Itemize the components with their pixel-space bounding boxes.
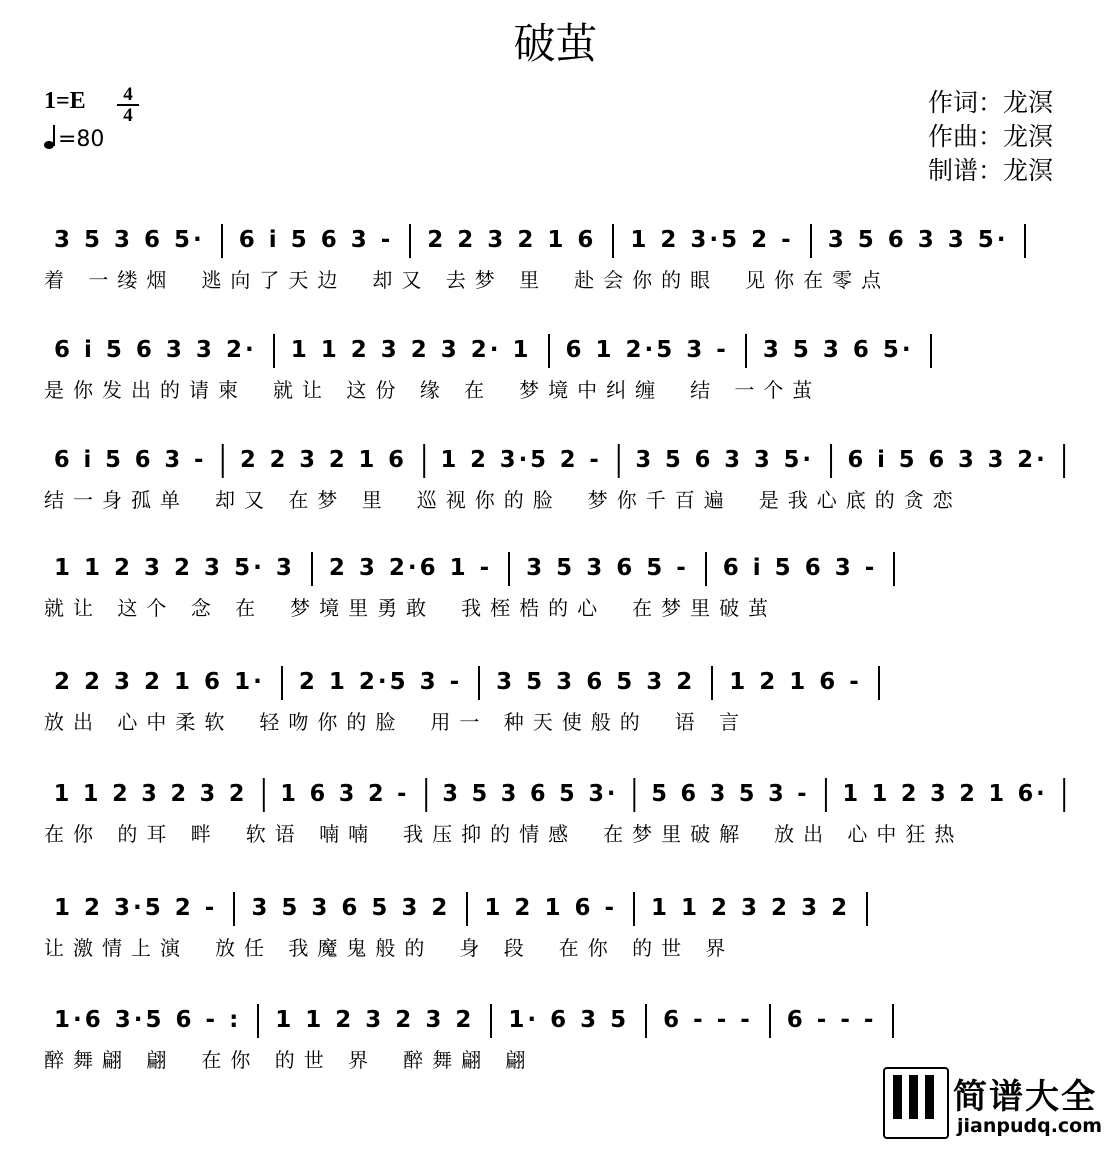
barline xyxy=(263,778,265,812)
notation-line xyxy=(44,662,886,702)
barline xyxy=(633,892,635,926)
measure: 3 5 3 6 5 3· xyxy=(442,781,619,807)
lyric-phrase: 轻吻你的脸 xyxy=(259,710,405,734)
lyric-phrase: 巡视你的脸 xyxy=(416,488,562,512)
lyric-phrase: 是我心底的贪恋 xyxy=(758,488,962,512)
measure: 6 1 2·5 3 - xyxy=(565,337,729,363)
barline xyxy=(825,778,827,812)
lyrics-line xyxy=(44,932,760,961)
measure: 1 1 2 3 2 3 2 xyxy=(275,1007,475,1033)
lyric-phrase: 就让 这份 缘 在 xyxy=(273,378,494,402)
time-denominator: 4 xyxy=(123,105,133,126)
song-title: 破茧 xyxy=(513,19,598,68)
measure: 1 1 2 3 2 1 6· xyxy=(842,781,1048,807)
lyric-phrase: 结一身孤单 xyxy=(44,488,189,512)
watermark-brand: 简谱大全 xyxy=(953,1077,1097,1117)
barline xyxy=(490,1004,492,1038)
tempo-marking xyxy=(44,124,104,156)
notation-line xyxy=(44,1000,900,1040)
lyrics-line xyxy=(44,706,774,735)
measure: 5 6 3 5 3 - xyxy=(651,781,810,807)
lyric-phrase: 就让 这个 念 在 xyxy=(44,596,265,620)
barline xyxy=(409,224,411,258)
notation-line xyxy=(44,774,1071,814)
lyric-phrase: 在你 的耳 畔 xyxy=(44,822,220,846)
measure: 2 2 3 2 1 6 xyxy=(427,227,597,253)
lyric-phrase: 让激情上演 xyxy=(44,936,189,960)
measure: 1 2 3·5 2 - xyxy=(440,447,602,473)
measure: 1 6 3 2 - xyxy=(280,781,410,807)
lyric-phrase: 醉舞翩 翩 xyxy=(403,1048,535,1072)
lyric-phrase: 语 言 xyxy=(674,710,749,734)
barline xyxy=(645,1004,647,1038)
barline xyxy=(745,334,747,368)
key-signature: 1=E xyxy=(44,88,86,114)
watermark-url: jianpudq.com xyxy=(957,1115,1103,1137)
lyric-phrase: 结 一个茧 xyxy=(690,378,822,402)
measure: 3 5 3 6 5 3 2 xyxy=(496,669,696,695)
lyric-phrase: 却又 在梦 里 xyxy=(215,488,391,512)
measure: 1 2 3·5 2 - xyxy=(630,227,794,253)
measure: 2 2 3 2 1 6 xyxy=(240,447,407,473)
lyric-phrase: 赴会你的眼 xyxy=(574,268,720,292)
barline xyxy=(257,1004,259,1038)
barline xyxy=(478,666,480,700)
barline xyxy=(548,334,550,368)
measure: 1 1 2 3 2 3 2 xyxy=(651,895,851,921)
barline xyxy=(866,892,868,926)
barline xyxy=(1024,224,1026,258)
lyric-phrase: 我压抑的情感 xyxy=(403,822,578,846)
lyric-phrase: 逃向了天边 xyxy=(201,268,347,292)
measure: 1·6 3·5 6 - : xyxy=(54,1007,242,1033)
measure: 2 3 2·6 1 - xyxy=(328,555,493,581)
barline xyxy=(1063,778,1065,812)
lyric-phrase: 醉舞翩 翩 xyxy=(44,1048,176,1072)
measure: 1 2 1 6 - xyxy=(729,669,862,695)
lyric-phrase: 放出 心中柔软 xyxy=(44,710,234,734)
barline xyxy=(221,224,223,258)
lyric-phrase: 着 一缕烟 xyxy=(44,268,176,292)
measure: 2 2 3 2 1 6 1· xyxy=(54,669,265,695)
notation-line xyxy=(44,220,1032,260)
measure: 3 5 3 6 5· xyxy=(762,337,914,363)
lyrics-line xyxy=(44,818,989,847)
barline xyxy=(233,892,235,926)
lyric-phrase: 在你 的世 界 xyxy=(201,1048,378,1072)
notation-line xyxy=(44,548,901,588)
measure: 6 i 5 6 3 3 2· xyxy=(54,337,257,363)
barline xyxy=(705,552,707,586)
measure: 1 1 2 3 2 3 2· 1 xyxy=(290,337,532,363)
barline xyxy=(311,552,313,586)
watermark xyxy=(883,1067,1107,1143)
lyric-phrase: 身 段 xyxy=(459,936,533,960)
measure: 6 i 5 6 3 - xyxy=(238,227,394,253)
lyric-phrase: 见你在零点 xyxy=(745,268,891,292)
measure: 1 1 2 3 2 3 5· 3 xyxy=(54,555,295,581)
lyric-phrase: 用一 种天使般的 xyxy=(430,710,649,734)
credits xyxy=(928,86,1053,188)
barline xyxy=(423,444,425,478)
lyric-phrase: 软语 喃喃 xyxy=(245,822,378,846)
lyrics-line xyxy=(44,264,916,293)
composer-credit: 作曲：龙溟 xyxy=(927,122,1053,151)
time-numerator: 4 xyxy=(123,84,133,105)
lyrics-line xyxy=(44,1044,612,1073)
lyric-phrase: 梦你千百遍 xyxy=(587,488,733,512)
measure: 1· 6 3 5 xyxy=(508,1007,630,1033)
lyrics-line xyxy=(44,374,847,403)
barline xyxy=(466,892,468,926)
measure: 6 - - - xyxy=(786,1007,877,1033)
lyrics-line xyxy=(44,484,988,513)
measure: 1 2 3·5 2 - xyxy=(54,895,218,921)
piano-logo-icon xyxy=(883,1067,949,1139)
lyrics-line xyxy=(44,592,803,621)
barline xyxy=(878,666,880,700)
barline xyxy=(810,224,812,258)
lyric-phrase: 放任 我魔鬼般的 xyxy=(215,936,434,960)
measure: 3 5 6 3 3 5· xyxy=(635,447,814,473)
measure: 6 i 5 6 3 - xyxy=(722,555,878,581)
quarter-note-icon xyxy=(44,124,58,156)
measure: 6 i 5 6 3 3 2· xyxy=(847,447,1048,473)
barline xyxy=(281,666,283,700)
measure: 3 5 3 6 5· xyxy=(54,227,205,253)
lyric-phrase: 梦境里勇敢 xyxy=(290,596,436,620)
lyric-phrase: 放出 心中狂热 xyxy=(774,822,964,846)
lyric-phrase: 却又 去梦 里 xyxy=(372,268,549,292)
barline xyxy=(273,334,275,368)
lyricist-credit: 作词：龙溟 xyxy=(927,88,1053,117)
barline xyxy=(769,1004,771,1038)
notation-line xyxy=(44,330,938,370)
lyric-phrase: 我桎梏的心 xyxy=(461,596,607,620)
measure: 3 5 6 3 3 5· xyxy=(827,227,1009,253)
measure: 3 5 3 6 5 3 2 xyxy=(251,895,451,921)
measure: 6 - - - xyxy=(663,1007,753,1033)
measure: 1 1 2 3 2 3 2 xyxy=(53,781,248,807)
lyric-phrase: 在梦里破茧 xyxy=(632,596,778,620)
lyric-phrase: 在梦里破解 xyxy=(603,822,749,846)
notation-line xyxy=(44,440,1071,480)
barline xyxy=(634,778,636,812)
measure: 2 1 2·5 3 - xyxy=(298,669,463,695)
barline xyxy=(612,224,614,258)
measure: 3 5 3 6 5 - xyxy=(526,555,689,581)
lyric-phrase: 梦境中纠缠 xyxy=(519,378,665,402)
tempo-value: =80 xyxy=(58,127,105,152)
lyric-phrase: 在你 的世 界 xyxy=(558,936,735,960)
time-signature xyxy=(117,86,139,124)
barline xyxy=(711,666,713,700)
transcriber-credit: 制谱：龙溟 xyxy=(927,156,1053,185)
barline xyxy=(893,552,895,586)
barline xyxy=(508,552,510,586)
notation-line xyxy=(44,888,874,928)
barline xyxy=(618,444,620,478)
barline xyxy=(892,1004,894,1038)
barline xyxy=(830,444,832,478)
barline xyxy=(930,334,932,368)
barline xyxy=(425,778,427,812)
measure: 6 i 5 6 3 - xyxy=(53,447,207,473)
lyric-phrase: 是你发出的请柬 xyxy=(44,378,247,402)
barline xyxy=(222,444,224,478)
measure: 1 2 1 6 - xyxy=(484,895,618,921)
barline xyxy=(1063,444,1065,478)
